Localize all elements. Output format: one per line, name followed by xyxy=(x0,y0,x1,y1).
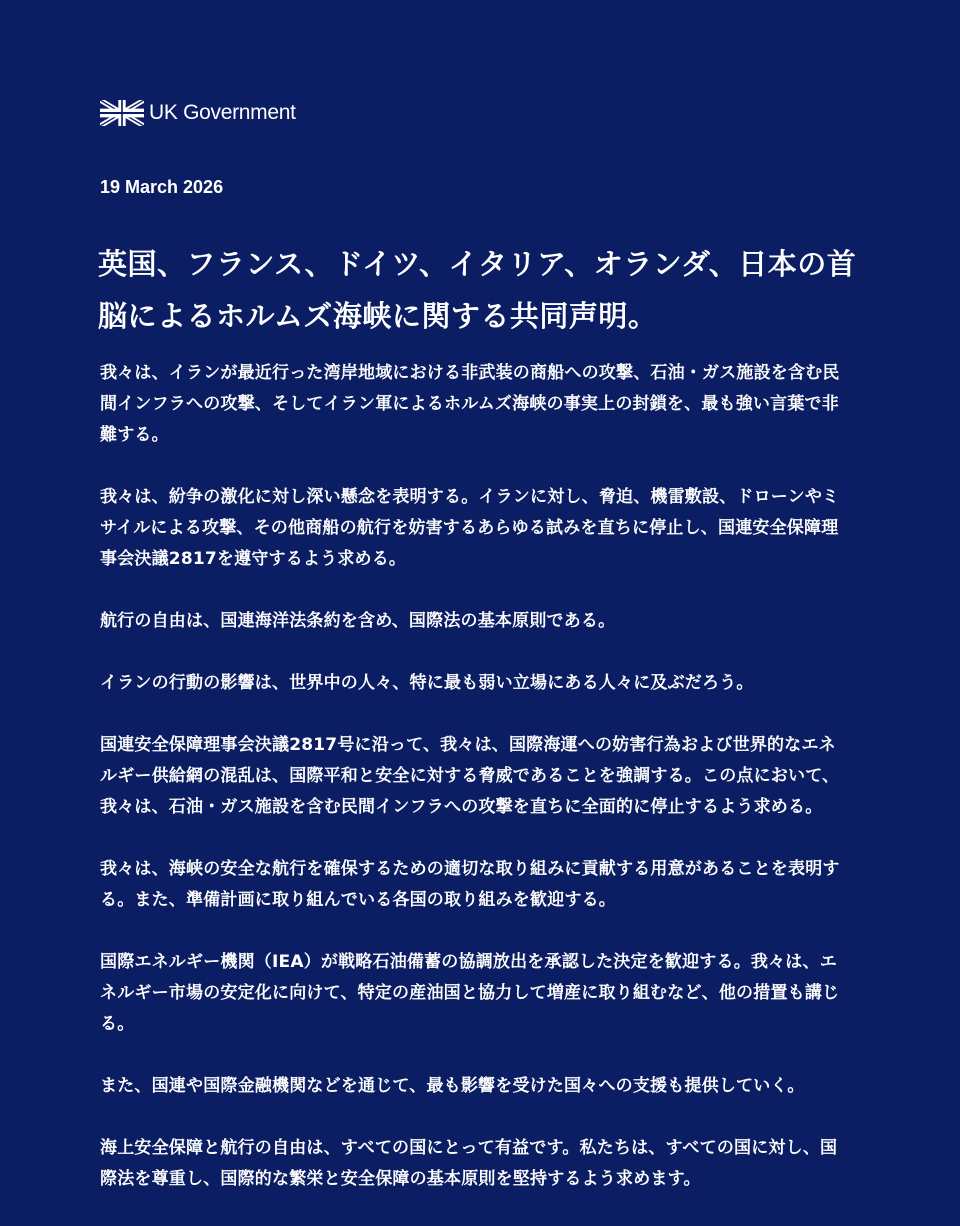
paragraph: 国際エネルギー機関（IEA）が戦略石油備蓄の協調放出を承認した決定を歓迎する。我々は、エネルギー市場の安定化に向けて、特定の産油国と協力して増産に取り組むなど、他の措置も講じる。 xyxy=(100,952,840,1034)
brand-logo xyxy=(100,100,296,126)
statement-date: 19 March 2026 xyxy=(100,177,224,197)
statement-body xyxy=(100,358,845,1226)
union-flag-icon xyxy=(100,100,144,126)
page-title: 英国、フランス、ドイツ、イタリア、オランダ、日本の首脳によるホルムズ海峡に関する共同声明。 xyxy=(98,247,857,333)
paragraph: 我々は、紛争の激化に対し深い懸念を表明する。イランに対し、脅迫、機雷敷設、ドローンやミサイルによる攻撃、その他商船の航行を妨害するあらゆる試みを直ちに停止し、国連安全保障理事会決議2817を遵守するよう求める。 xyxy=(100,487,840,569)
paragraph: イランの行動の影響は、世界中の人々、特に最も弱い立場にある人々に及ぶだろう。 xyxy=(100,673,754,693)
paragraph: 航行の自由は、国連海洋法条約を含め、国際法の基本原則である。 xyxy=(100,611,616,631)
paragraph: 海上安全保障と航行の自由は、すべての国にとって有益です。私たちは、すべての国に対し、国際法を尊重し、国際的な繁栄と安全保障の基本原則を堅持するよう求めます。 xyxy=(100,1138,838,1189)
paragraph: 我々は、イランが最近行った湾岸地域における非武装の商船への攻撃、石油・ガス施設を含む民間インフラへの攻撃、そしてイラン軍によるホルムズ海峡の事実上の封鎖を、最も強い言葉で非難する。 xyxy=(100,363,840,445)
paragraph: 国連安全保障理事会決議2817号に沿って、我々は、国際海運への妨害行為および世界的なエネルギー供給網の混乱は、国際平和と安全に対する脅威であることを強調する。この点において、我々は、石油・ガス施設を含む民間インフラへの攻撃を直ちに全面的に停止するよう求める。 xyxy=(100,735,840,817)
paragraph: 我々は、海峡の安全な航行を確保するための適切な取り組みに貢献する用意があることを表明する。また、準備計画に取り組んでいる各国の取り組みを歓迎する。 xyxy=(100,859,840,910)
paragraph: また、国連や国際金融機関などを通じて、最も影響を受けた国々への支援も提供していく。 xyxy=(100,1076,805,1096)
brand-name: UK Government xyxy=(149,101,296,124)
